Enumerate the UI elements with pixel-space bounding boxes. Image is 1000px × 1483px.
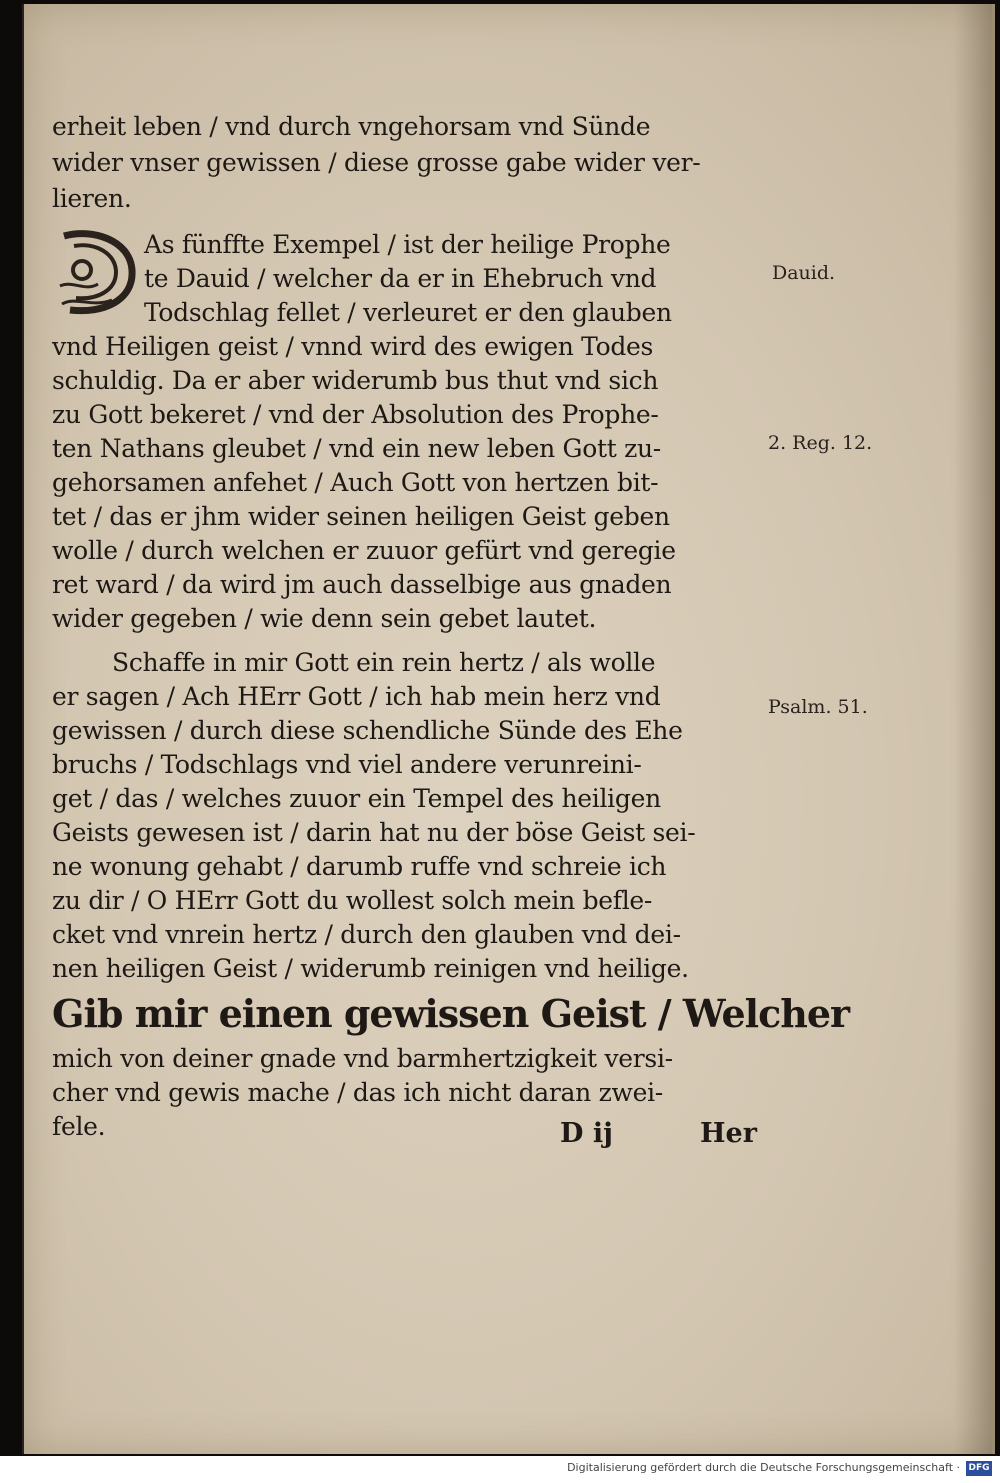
text-line: ne wonung gehabt / darumb ruffe vnd schreie ich (52, 852, 667, 881)
text-line: schuldig. Da er aber widerumb bus thut vnd sich (52, 366, 659, 395)
text-line: wider vnser gewissen / diese grosse gabe wider ver- (52, 148, 701, 177)
text-line: er sagen / Ach HErr Gott / ich hab mein herz vnd (52, 682, 661, 711)
decorated-initial-d (52, 226, 138, 318)
text-line: cher vnd gewis mache / das ich nicht daran zwei- (52, 1078, 663, 1107)
text-line: ten Nathans gleubet / vnd ein new leben Gott zu- (52, 434, 661, 463)
text-line: As fünffte Exempel / ist der heilige Prophe (144, 230, 671, 259)
text-line: lieren. (52, 184, 132, 213)
initial-ornament-icon (52, 226, 138, 318)
margin-note-psalm: Psalm. 51. (768, 696, 868, 718)
text-line: gewissen / durch diese schendliche Sünde des Ehe (52, 716, 683, 745)
text-line: te Dauid / welcher da er in Ehebruch vnd (144, 264, 657, 293)
margin-note-reg: 2. Reg. 12. (768, 432, 873, 454)
text-line: erheit leben / vnd durch vngehorsam vnd Sünde (52, 112, 651, 141)
text-line: Todschlag fellet / verleuret er den glauben (144, 298, 672, 327)
footer-credit: Digitalisierung gefördert durch die Deutsche Forschungsgemeinschaft · (567, 1461, 960, 1474)
text-line-emphasis: Gib mir einen gewissen Geist / Welcher (52, 991, 850, 1036)
text-line: mich von deiner gnade vnd barmhertzigkeit versi- (52, 1044, 673, 1073)
text-line: bruchs / Todschlags vnd viel andere verunreini- (52, 750, 642, 779)
text-line: zu Gott bekeret / vnd der Absolution des Prophe- (52, 400, 659, 429)
text-line: get / das / welches zuuor ein Tempel des heiligen (52, 784, 661, 813)
text-line: tet / das er jhm wider seinen heiligen Geist geben (52, 502, 670, 531)
text-line: vnd Heiligen geist / vnnd wird des ewigen Todes (52, 332, 654, 361)
text-line: Geists gewesen ist / darin hat nu der böse Geist sei- (52, 818, 696, 847)
text-line: fele. (52, 1112, 106, 1141)
text-line: zu dir / O HErr Gott du wollest solch mein befle- (52, 886, 653, 915)
footer-bar (0, 1456, 1000, 1483)
text-line: wolle / durch welchen er zuuor gefürt vnd geregie (52, 536, 676, 565)
text-line: wider gegeben / wie denn sein gebet lautet. (52, 604, 597, 633)
catchword: Her (700, 1118, 757, 1149)
text-line: nen heiligen Geist / widerumb reinigen vnd heilige. (52, 954, 689, 983)
text-line: ret ward / da wird jm auch dasselbige aus gnaden (52, 570, 672, 599)
margin-note-dauid: Dauid. (772, 262, 836, 284)
text-line: Schaffe in mir Gott ein rein hertz / als wolle (112, 648, 656, 677)
text-line: cket vnd vnrein hertz / durch den glauben vnd dei- (52, 920, 681, 949)
dfg-logo-icon: DFG (966, 1461, 992, 1476)
text-line: gehorsamen anfehet / Auch Gott von hertzen bit- (52, 468, 659, 497)
signature-mark: D ij (560, 1118, 613, 1149)
